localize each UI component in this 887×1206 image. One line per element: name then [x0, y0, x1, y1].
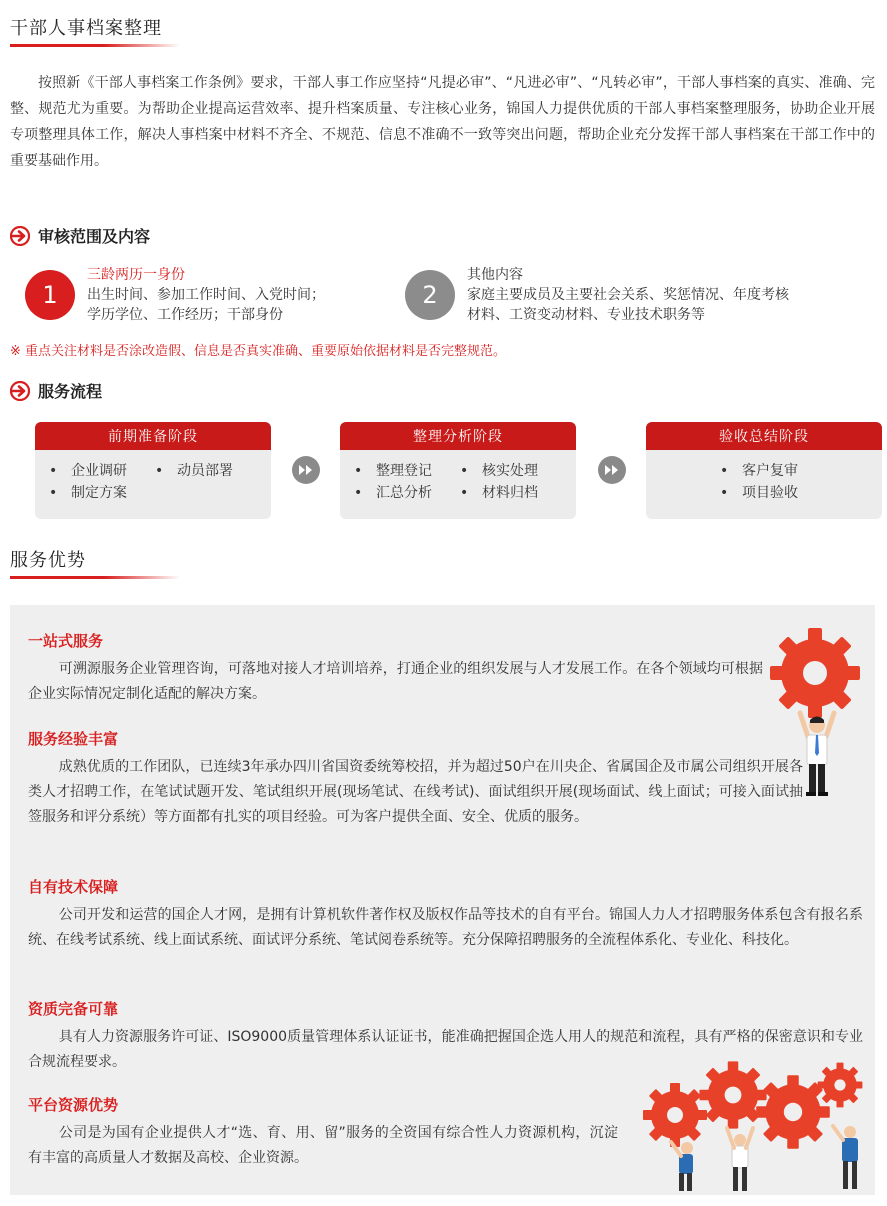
flow-stage-item: • 汇总分析	[354, 483, 460, 503]
flow-stage-item: • 制定方案	[49, 483, 155, 503]
advantage-text: 具有人力资源服务许可证、ISO9000质量管理体系认证证书，能准确把握国企选人用人的规范和流程，具有严格的保密意识和专业合规流程要求。	[28, 1029, 863, 1070]
flow-heading-label: 服务流程	[38, 382, 103, 401]
scope-number-badge: 2	[405, 270, 455, 320]
flow-heading	[10, 379, 102, 402]
section-title-advantages: 服务优势	[10, 550, 86, 571]
scope-item-line: 材料、工资变动材料、专业技术职务等	[467, 307, 705, 323]
scope-item-1	[25, 265, 325, 325]
flow-stage-1	[35, 422, 271, 519]
team-gears-illustration	[635, 1060, 875, 1195]
flow-stage-item: • 客户复审	[720, 461, 798, 481]
advantage-title: 服务经验丰富	[28, 730, 119, 748]
advantage-item	[28, 728, 803, 830]
fast-forward-icon	[292, 456, 320, 484]
flow-stage-item: • 材料归档	[460, 483, 566, 503]
scope-heading	[10, 224, 150, 247]
scope-item-2	[405, 265, 789, 325]
advantages-panel	[10, 605, 875, 1195]
scope-number-badge: 1	[25, 270, 75, 320]
advantage-title: 自有技术保障	[28, 878, 119, 896]
fast-forward-icon	[598, 456, 626, 484]
gear-person-illustration	[760, 625, 870, 800]
advantage-title: 平台资源优势	[28, 1096, 119, 1114]
flow-stage-title: 验收总结阶段	[646, 422, 882, 450]
arrow-right-icon	[10, 226, 30, 246]
flow-stage-item: • 核实处理	[460, 461, 566, 481]
intro-paragraph: 按照新《干部人事档案工作条例》要求，干部人事工作应坚持“凡提必审”、“凡进必审”、“凡转必审”，干部人事档案的真实、准确、完整、规范尤为重要。为帮助企业提高运营效率、提升档案质量、专注核心业务，锦国人力提供优质的干部人事档案整理服务，协助企业开展专项整理具体工作，解决人事档案中材料不齐全、不规范、信息不准确不一致等突出问题，帮助企业充分发挥干部人事档案在干部工作中的重要基础作用。	[10, 75, 875, 169]
advantage-title: 一站式服务	[28, 632, 104, 650]
flow-stage-item: • 整理登记	[354, 461, 460, 481]
advantage-item	[28, 876, 863, 953]
advantage-item	[28, 1094, 618, 1171]
arrow-right-icon	[10, 381, 30, 401]
scope-item-head: 三龄两历一身份	[87, 267, 185, 283]
scope-item-line: 出生时间、参加工作时间、入党时间；	[87, 287, 325, 303]
flow-stage-title: 前期准备阶段	[35, 422, 271, 450]
advantage-text: 公司开发和运营的国企人才网，是拥有计算机软件著作权及版权作品等技术的自有平台。锦国人力人才招聘服务体系包含有报名系统、在线考试系统、线上面试系统、面试评分系统、笔试阅卷系统等。充分保障招聘服务的全流程体系化、专业化、科技化。	[28, 907, 863, 948]
scope-item-head: 其他内容	[467, 267, 523, 283]
flow-stage-item: • 动员部署	[155, 461, 261, 481]
flow-stage-title: 整理分析阶段	[340, 422, 576, 450]
scope-item-line: 家庭主要成员及主要社会关系、奖惩情况、年度考核	[467, 287, 789, 303]
title-underline	[10, 44, 180, 47]
page-title: 干部人事档案整理	[10, 18, 162, 39]
flow-stage-item: • 企业调研	[49, 461, 155, 481]
advantage-text: 公司是为国有企业提供人才“选、育、用、留”服务的全资国有综合性人力资源机构，沉淀有丰富的高质量人才数据及高校、企业资源。	[28, 1125, 618, 1166]
advantage-item	[28, 630, 763, 707]
flow-stage-item: • 项目验收	[720, 483, 798, 503]
flow-stage-2	[340, 422, 576, 519]
advantage-title: 资质完备可靠	[28, 1000, 119, 1018]
advantage-text: 可溯源服务企业管理咨询，可落地对接人才培训培养，打通企业的组织发展与人才发展工作。在各个领域均可根据企业实际情况定制化适配的解决方案。	[28, 661, 763, 702]
notice-text: ※ 重点关注材料是否涂改造假、信息是否真实准确、重要原始依据材料是否完整规范。	[10, 344, 507, 359]
scope-heading-label: 审核范围及内容	[38, 227, 151, 246]
title-underline	[10, 576, 180, 579]
advantage-text: 成熟优质的工作团队，已连续3年承办四川省国资委统筹校招，并为超过50户在川央企、省属国企及市属公司组织开展各类人才招聘工作，在笔试试题开发、笔试组织开展(现场笔试、在线考试)、面试组织开展(现场面试、线上面试；可接入面试抽签服务和评分系统）等方面都有扎实的项目经验。可为客户提供全面、安全、优质的服务。	[28, 759, 803, 825]
flow-stage-3	[646, 422, 882, 519]
scope-item-line: 学历学位、工作经历；干部身份	[87, 307, 283, 323]
